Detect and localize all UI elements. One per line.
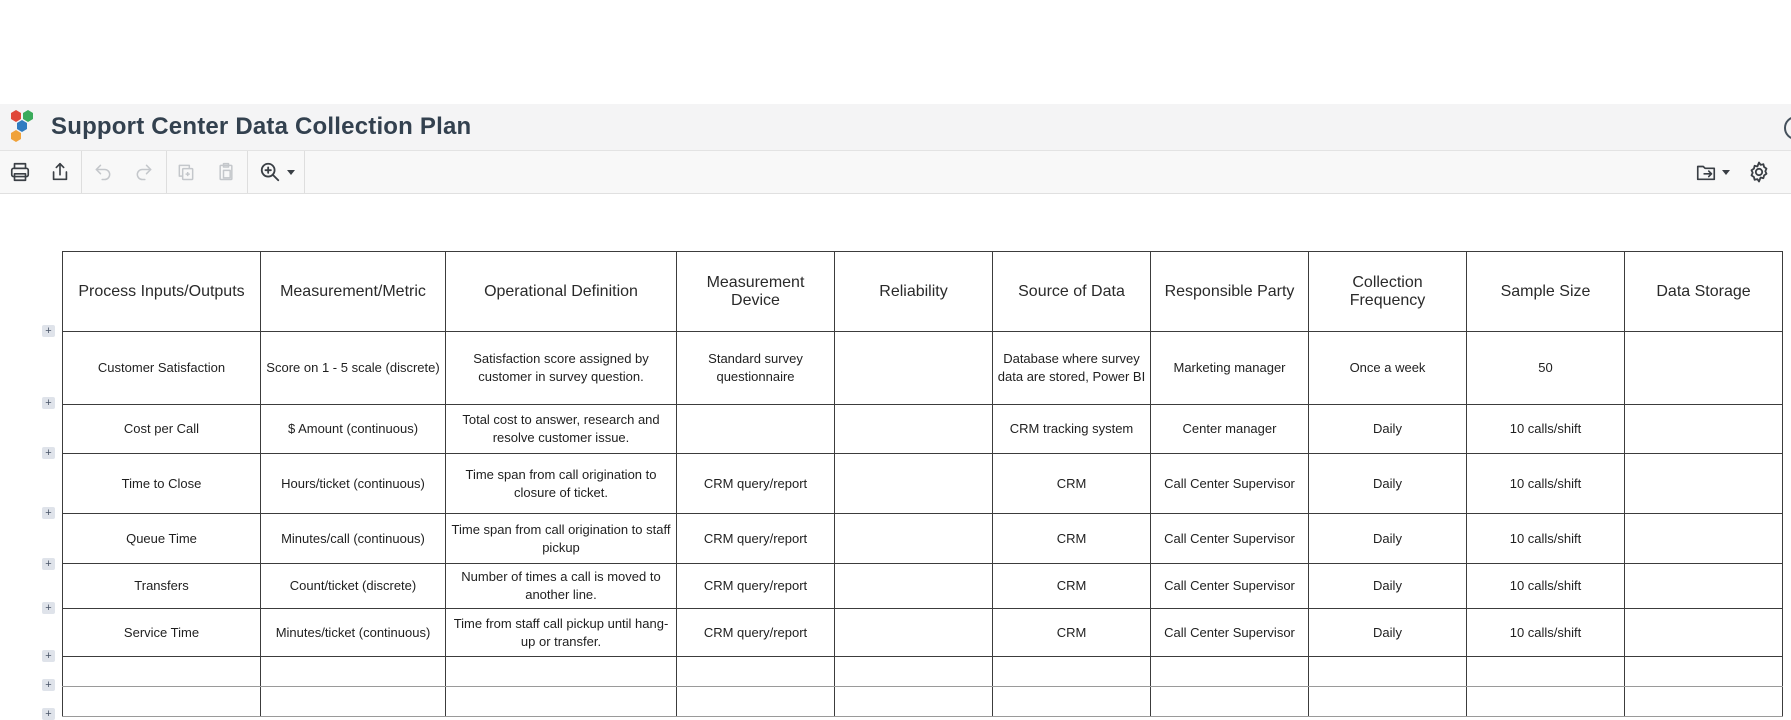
table-cell[interactable] [1625,687,1783,717]
table-cell[interactable]: Satisfaction score assigned by customer in survey question. [446,332,677,405]
table-cell[interactable]: Time span from call origination to closure of ticket. [446,454,677,514]
table-cell[interactable]: CRM query/report [677,454,835,514]
paste-button[interactable] [212,158,240,186]
table-cell[interactable] [1625,454,1783,514]
table-cell[interactable]: Daily [1309,405,1467,454]
table-cell[interactable] [993,687,1151,717]
table-cell[interactable]: CRM tracking system [993,405,1151,454]
table-cell[interactable]: CRM [993,454,1151,514]
table-cell[interactable]: 50 [1467,332,1625,405]
undo-icon [93,162,113,182]
add-row-button[interactable]: + [42,507,55,519]
table-cell[interactable]: CRM [993,564,1151,609]
toolbar-divider [166,151,167,193]
table-cell[interactable]: Standard survey questionnaire [677,332,835,405]
table-cell[interactable]: 10 calls/shift [1467,564,1625,609]
table-cell[interactable] [835,514,993,564]
table-cell[interactable] [677,405,835,454]
table-cell[interactable]: Cost per Call [63,405,261,454]
table-cell[interactable]: Daily [1309,454,1467,514]
table-cell[interactable] [1309,657,1467,687]
table-cell[interactable] [835,405,993,454]
table-cell[interactable]: Hours/ticket (continuous) [261,454,446,514]
table-cell[interactable]: Time span from call origination to staff pickup [446,514,677,564]
table-cell[interactable]: CRM [993,609,1151,657]
table-cell[interactable]: CRM [993,514,1151,564]
table-cell[interactable]: Transfers [63,564,261,609]
table-cell[interactable]: Queue Time [63,514,261,564]
copy-icon [176,162,196,182]
redo-button[interactable] [130,158,158,186]
share-icon [49,161,71,183]
table-cell[interactable]: Once a week [1309,332,1467,405]
table-cell[interactable]: CRM query/report [677,564,835,609]
table-cell[interactable] [1625,514,1783,564]
paste-icon [216,162,236,182]
table-cell[interactable]: 10 calls/shift [1467,609,1625,657]
table-cell[interactable]: Database where survey data are stored, Power BI [993,332,1151,405]
settings-button[interactable] [1745,158,1773,186]
print-icon [9,161,31,183]
table-cell[interactable] [63,687,261,717]
column-header[interactable]: Collection Frequency [1309,252,1467,332]
table-cell[interactable] [261,657,446,687]
toolbar-divider [247,151,248,193]
table-cell[interactable] [1467,657,1625,687]
table-cell[interactable]: Minutes/call (continuous) [261,514,446,564]
app-logo-icon [7,108,43,146]
add-row-button[interactable]: + [42,447,55,459]
table-cell[interactable]: 10 calls/shift [1467,454,1625,514]
table-cell[interactable] [677,687,835,717]
table-cell[interactable]: Total cost to answer, research and resolve customer issue. [446,405,677,454]
table-cell[interactable]: Marketing manager [1151,332,1309,405]
table-cell[interactable] [446,657,677,687]
table-cell[interactable] [835,657,993,687]
settings-icon [1747,160,1771,184]
table-cell[interactable] [261,687,446,717]
table-cell[interactable]: 10 calls/shift [1467,405,1625,454]
table-cell[interactable]: Count/ticket (discrete) [261,564,446,609]
print-button[interactable] [6,158,34,186]
table-row [63,687,1783,717]
table-cell[interactable]: 10 calls/shift [1467,514,1625,564]
table-cell[interactable]: Number of times a call is moved to another line. [446,564,677,609]
table-cell[interactable] [1625,332,1783,405]
table-cell[interactable] [63,657,261,687]
help-icon[interactable] [1784,116,1791,140]
table-cell[interactable]: Daily [1309,514,1467,564]
table-row [63,609,1783,657]
share-button[interactable] [46,158,74,186]
export-icon [1695,161,1717,183]
column-header[interactable]: Operational Definition [446,252,677,332]
column-header[interactable]: Source of Data [993,252,1151,332]
add-row-button[interactable]: + [42,397,55,409]
column-header[interactable]: Measurement/Metric [261,252,446,332]
table-cell[interactable]: Center manager [1151,405,1309,454]
table-cell[interactable] [835,332,993,405]
table-cell[interactable]: CRM query/report [677,514,835,564]
table-cell[interactable]: Score on 1 - 5 scale (discrete) [261,332,446,405]
table-cell[interactable]: Customer Satisfaction [63,332,261,405]
add-row-button[interactable]: + [42,679,55,691]
table-cell[interactable] [677,657,835,687]
table-cell[interactable] [1151,687,1309,717]
table-cell[interactable]: Time from staff call pickup until hang-up or transfer. [446,609,677,657]
table-cell[interactable]: Time to Close [63,454,261,514]
table-cell[interactable] [446,687,677,717]
add-row-button[interactable]: + [42,708,55,720]
add-row-button[interactable]: + [42,602,55,614]
column-header[interactable]: Responsible Party [1151,252,1309,332]
add-row-button[interactable]: + [42,650,55,662]
column-header[interactable]: Measurement Device [677,252,835,332]
page-title: Support Center Data Collection Plan [51,113,472,140]
table-cell[interactable] [1151,657,1309,687]
table-row [63,657,1783,687]
table-cell[interactable] [1467,687,1625,717]
title-bar [0,104,1791,151]
table-cell[interactable]: $ Amount (continuous) [261,405,446,454]
column-header[interactable]: Data Storage [1625,252,1783,332]
column-header[interactable]: Process Inputs/Outputs [63,252,261,332]
export-button[interactable] [1692,158,1720,186]
zoom-dropdown-caret-icon[interactable] [287,170,295,175]
table-cell[interactable] [835,564,993,609]
add-row-button[interactable]: + [42,558,55,570]
undo-button[interactable] [89,158,117,186]
zoom-icon [259,161,281,183]
header-row [63,252,1783,332]
toolbar-divider [81,151,82,193]
table-cell[interactable] [835,687,993,717]
table-cell[interactable] [1625,657,1783,687]
toolbar-divider [304,151,305,193]
table-cell[interactable]: Daily [1309,609,1467,657]
table-cell[interactable] [1625,564,1783,609]
table-cell[interactable] [1625,609,1783,657]
table-cell[interactable] [1309,687,1467,717]
table-row [63,405,1783,454]
table-cell[interactable]: Minutes/ticket (continuous) [261,609,446,657]
table-cell[interactable]: Call Center Supervisor [1151,454,1309,514]
zoom-button[interactable] [256,158,284,186]
table-cell[interactable]: Call Center Supervisor [1151,609,1309,657]
export-dropdown-caret-icon[interactable] [1722,170,1730,175]
table-cell[interactable]: Service Time [63,609,261,657]
table-row [63,454,1783,514]
table-row [63,332,1783,405]
copy-button[interactable] [172,158,200,186]
column-header[interactable]: Reliability [835,252,993,332]
data-collection-table [62,251,1783,717]
table-cell[interactable]: Call Center Supervisor [1151,514,1309,564]
table-cell[interactable] [993,657,1151,687]
redo-icon [134,162,154,182]
add-row-button[interactable]: + [42,325,55,337]
table-cell[interactable] [1625,405,1783,454]
table-cell[interactable] [835,609,993,657]
column-header[interactable]: Sample Size [1467,252,1625,332]
table-row [63,564,1783,609]
table-cell[interactable]: Daily [1309,564,1467,609]
table-row [63,514,1783,564]
toolbar [0,151,1791,194]
table-cell[interactable]: Call Center Supervisor [1151,564,1309,609]
top-blank-area [0,0,1791,104]
table-cell[interactable]: CRM query/report [677,609,835,657]
table-cell[interactable] [835,454,993,514]
